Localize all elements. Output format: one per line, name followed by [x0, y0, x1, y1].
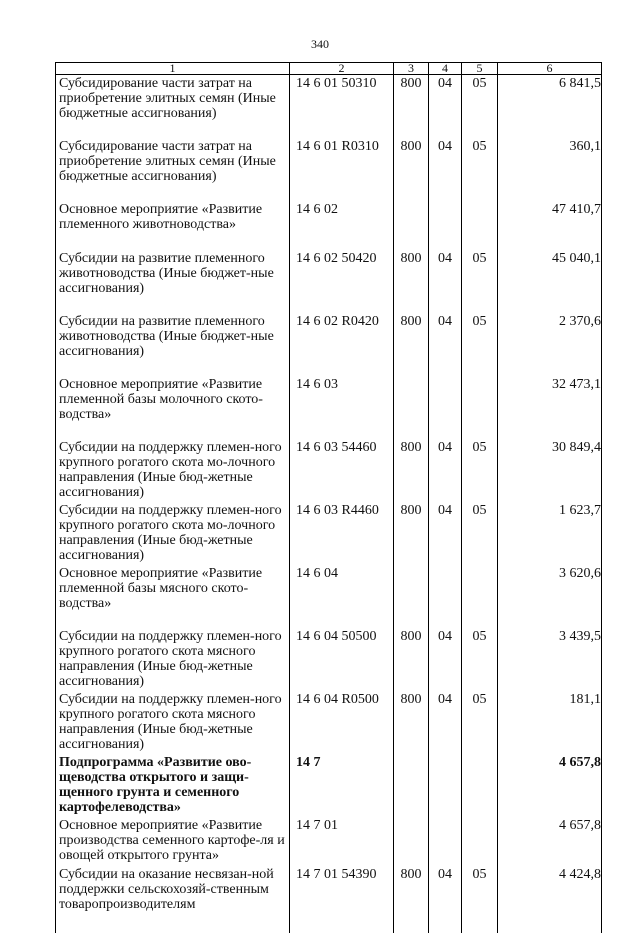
row-code: 14 6 04 [290, 565, 394, 628]
row-col5: 05 [462, 75, 498, 139]
row-col5: 05 [462, 628, 498, 691]
row-amount: 2 370,6 [498, 313, 602, 376]
row-amount: 3 620,6 [498, 565, 602, 628]
row-code: 14 7 01 54390 [290, 866, 394, 933]
row-code: 14 6 01 R0310 [290, 138, 394, 201]
row-amount: 360,1 [498, 138, 602, 201]
table-row [56, 138, 602, 201]
row-col4: 04 [429, 138, 462, 201]
row-name: Субсидии на оказание несвязан-ной поддержки сельскохозяй-ственным товаропроизводителям [56, 866, 290, 933]
row-amount: 181,1 [498, 691, 602, 754]
row-code: 14 6 03 54460 [290, 439, 394, 502]
table-row [56, 250, 602, 313]
row-col3 [394, 376, 429, 439]
row-col5 [462, 201, 498, 250]
row-col3: 800 [394, 138, 429, 201]
row-code: 14 6 03 [290, 376, 394, 439]
column-header: 2 [290, 63, 394, 75]
row-col3: 800 [394, 313, 429, 376]
row-name: Подпрограмма «Развитие ово-щеводства открытого и защи-щенного грунта и семенного картофелеводства» [56, 754, 290, 817]
column-header: 4 [429, 63, 462, 75]
row-col3: 800 [394, 250, 429, 313]
column-header: 1 [56, 63, 290, 75]
row-amount: 4 657,8 [498, 817, 602, 866]
row-col5: 05 [462, 250, 498, 313]
row-col3: 800 [394, 502, 429, 565]
row-code: 14 6 03 R4460 [290, 502, 394, 565]
row-col4: 04 [429, 691, 462, 754]
row-col3 [394, 201, 429, 250]
row-name: Субсидирование части затрат на приобретение элитных семян (Иные бюджетные ассигнования) [56, 138, 290, 201]
table-row [56, 817, 602, 866]
row-col4: 04 [429, 439, 462, 502]
row-col5: 05 [462, 502, 498, 565]
row-col3: 800 [394, 439, 429, 502]
row-amount: 4 657,8 [498, 754, 602, 817]
row-col3 [394, 565, 429, 628]
row-col3: 800 [394, 866, 429, 933]
row-col4: 04 [429, 628, 462, 691]
row-col4: 04 [429, 866, 462, 933]
row-amount: 47 410,7 [498, 201, 602, 250]
row-name: Субсидии на поддержку племен-ного крупного рогатого скота мо-лочного направления (Иные бюд-жетные ассигнования) [56, 502, 290, 565]
row-col4 [429, 201, 462, 250]
row-col5 [462, 565, 498, 628]
column-header: 3 [394, 63, 429, 75]
row-amount: 3 439,5 [498, 628, 602, 691]
row-name: Субсидии на развитие племенного животноводства (Иные бюджет-ные ассигнования) [56, 250, 290, 313]
header-row [56, 63, 602, 75]
table-row [56, 201, 602, 250]
table-row [56, 691, 602, 754]
row-col5: 05 [462, 866, 498, 933]
row-name: Субсидирование части затрат на приобретение элитных семян (Иные бюджетные ассигнования) [56, 75, 290, 139]
row-col4: 04 [429, 313, 462, 376]
row-amount: 45 040,1 [498, 250, 602, 313]
row-amount: 30 849,4 [498, 439, 602, 502]
row-col3: 800 [394, 75, 429, 139]
row-name: Основное мероприятие «Развитие племенного животноводства» [56, 201, 290, 250]
row-col5: 05 [462, 439, 498, 502]
row-col4 [429, 817, 462, 866]
budget-table [55, 62, 602, 933]
table-row [56, 376, 602, 439]
row-code: 14 6 04 50500 [290, 628, 394, 691]
row-col4 [429, 376, 462, 439]
table-row [56, 313, 602, 376]
row-col5 [462, 376, 498, 439]
table-row [56, 754, 602, 817]
row-amount: 6 841,5 [498, 75, 602, 139]
row-col4: 04 [429, 502, 462, 565]
row-name: Субсидии на развитие племенного животноводства (Иные бюджет-ные ассигнования) [56, 313, 290, 376]
column-header: 5 [462, 63, 498, 75]
row-col3: 800 [394, 691, 429, 754]
row-col4 [429, 565, 462, 628]
row-col4: 04 [429, 75, 462, 139]
row-col5 [462, 817, 498, 866]
row-name: Субсидии на поддержку племен-ного крупного рогатого скота мо-лочного направления (Иные бюд-жетные ассигнования) [56, 439, 290, 502]
row-name: Субсидии на поддержку племен-ного крупного рогатого скота мясного направления (Иные бюд-жетные ассигнования) [56, 628, 290, 691]
row-col3: 800 [394, 628, 429, 691]
row-col5: 05 [462, 138, 498, 201]
table-row [56, 75, 602, 139]
row-name: Основное мероприятие «Развитие племенной базы мясного ското-водства» [56, 565, 290, 628]
row-code: 14 7 01 [290, 817, 394, 866]
table-row [56, 866, 602, 933]
row-name: Основное мероприятие «Развитие производства семенного картофе-ля и овощей открытого грунта» [56, 817, 290, 866]
table-row [56, 439, 602, 502]
row-col3 [394, 754, 429, 817]
row-code: 14 6 02 R0420 [290, 313, 394, 376]
row-col5 [462, 754, 498, 817]
table-row [56, 565, 602, 628]
table-row [56, 502, 602, 565]
row-amount: 32 473,1 [498, 376, 602, 439]
row-code: 14 7 [290, 754, 394, 817]
column-header: 6 [498, 63, 602, 75]
row-col5: 05 [462, 691, 498, 754]
row-col3 [394, 817, 429, 866]
row-col4 [429, 754, 462, 817]
row-code: 14 6 04 R0500 [290, 691, 394, 754]
row-code: 14 6 02 50420 [290, 250, 394, 313]
row-code: 14 6 02 [290, 201, 394, 250]
row-name: Субсидии на поддержку племен-ного крупного рогатого скота мясного направления (Иные бюд-жетные ассигнования) [56, 691, 290, 754]
row-amount: 4 424,8 [498, 866, 602, 933]
row-amount: 1 623,7 [498, 502, 602, 565]
row-name: Основное мероприятие «Развитие племенной базы молочного ското-водства» [56, 376, 290, 439]
row-col5: 05 [462, 313, 498, 376]
page-number: 340 [0, 37, 640, 52]
row-col4: 04 [429, 250, 462, 313]
row-code: 14 6 01 50310 [290, 75, 394, 139]
table-body [56, 75, 602, 933]
table-row [56, 628, 602, 691]
